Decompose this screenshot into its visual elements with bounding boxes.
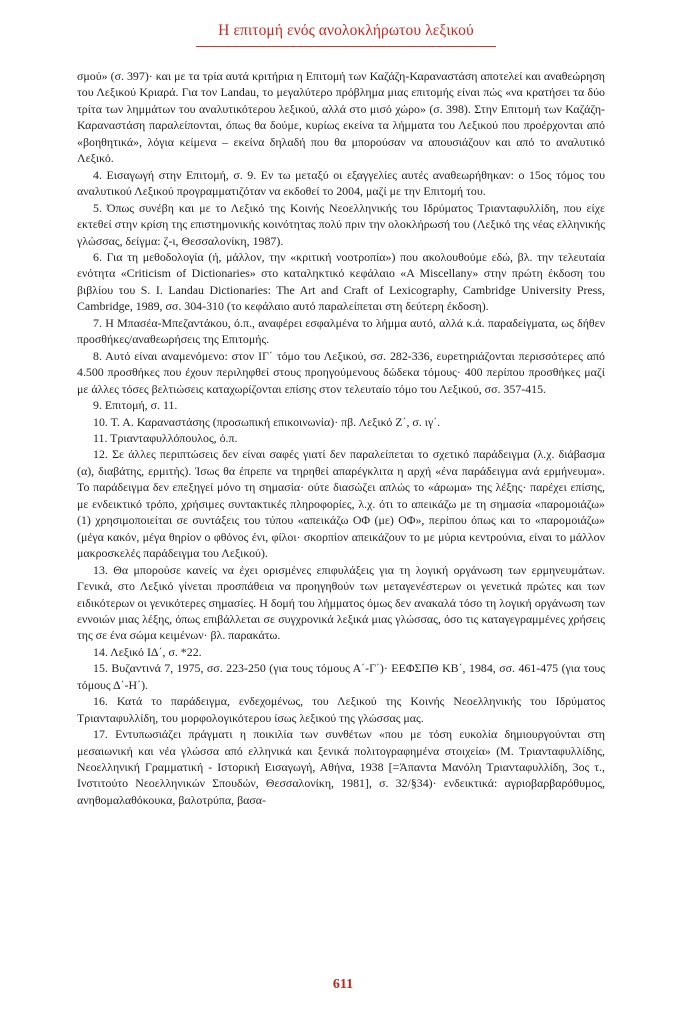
footnote-17: 17. Εντυπωσιάζει πράγματι η ποικιλία των συνθέτων «που με τόση ευκολία δημιουργούνται στη μεσαιωνική και νέα γλώσσα από ελληνικά και ξενικά πολιτογραφημένα στοιχεία» (Μ. Τριανταφυλλίδης, Νεοελληνική Γραμματική - Ιστορική Εισαγωγή, Αθήνα, 1938 [=Άπαντα Μανόλη Τριανταφυλλίδη, 3ος τ., Ινστιτούτο Νεοελληνικών Σπουδών, Θεσσαλονίκη, 1981], σ. 32/§34)· ενδεικτικά: αγριοβαρβαρόθυμος, ανηθομαλαθόκουκα, βαλοτρύπα, βασα- bbox=[77, 727, 605, 807]
footnote-7: 7. Η Μπασέα-Μπεζαντάκου, ό.π., αναφέρει εσφαλμένα το λήμμα αυτό, αλλά κ.ά. παραδείγματα, ως δήθεν προσθήκες/αναθεωρήσεις της Επιτομής. bbox=[77, 315, 605, 347]
footnote-continuation: σμού» (σ. 397)· και με τα τρία αυτά κριτήρια η Επιτομή των Καζάζη-Καραναστάση αποτελεί και αναθεώρηση του Λεξικού Κριαρά. Για τον Landau, το μεγαλύτερο πρόβλημα μιας επιτομής είναι πώς «να κρατήσει τα δύο τρίτα των λημμάτων του αναλυτικότερου λεξικού, αλλά στο μισό χώρο» (σ. 398). Στην Επιτομή των Καζάζη-Καραναστάση παραλείπονται, όπως θα δούμε, κυρίως εκείνα τα λήμματα του Λεξικού που προέρχονται από «βοηθητικά», λόγια κείμενα – εκείνα δηλαδή που θα μπορούσαν να απουσιάζουν και από το αναλυτικό Λεξικό. bbox=[77, 69, 605, 166]
footnote-12: 12. Σε άλλες περιπτώσεις δεν είναι σαφές γιατί δεν παραλείπεται το σχετικό παράδειγμα (λ.χ. διάβασμα (α), διαβάτης, ερμιτής). Ίσως θα έπρεπε να τηρηθεί απαρέγκλιτα η αρχή «ένα παράδειγμα ανά ερμήνευμα». Το παράδειγμα δεν επεξηγεί μόνο τη σημασία· ούτε διασώζει απλώς το «άρωμα» της λέξης· παρέχει επίσης, με ενδεικτικό τρόπο, χρήσιμες συντακτικές πληροφορίες, λ.χ. ότι το απεικάζω με τη σημασία «παρομοιάζω» (1) χρησιμοποιείται σε συντάξεις του τύπου «απεικάζω ΟΦ (με) ΟΦ», περίπου όπως και το «παρομοιάζω» (μέγα κακόν, μέγα θηρίον ο φθόνος ένι, φίλοι· σκορπίον απεικάζουν το με μύρια κεντρούνια, είναι το μάλλον μακροσκελές παράδειγμα του Λεξικού). bbox=[77, 447, 605, 561]
footnote-16: 16. Κατά το παράδειγμα, ενδεχομένως, του Λεξικού της Κοινής Νεοελληνικής του Ιδρύματος Τριανταφυλλίδη, του μορφολογικότερου ίσως λεξικού της γλώσσας μας. bbox=[77, 694, 605, 725]
footnote-15: 15. Βυζαντινά 7, 1975, σσ. 223-250 (για τους τόμους Α΄-Γ΄)· ΕΕΦΣΠΘ ΚΒ΄, 1984, σσ. 461-475 (για τους τόμους Δ΄-Η΄). bbox=[77, 661, 605, 692]
footnotes-body bbox=[77, 68, 605, 808]
footnote-13: 13. Θα μπορούσε κανείς να έχει ορισμένες επιφυλάξεις για τη λογική οργάνωση των ερμηνευμάτων. Γενικά, στο Λεξικό γίνεται προσπάθεια να προηγηθούν των μεταγενέστερων οι γενετικά πρώτες και των ειδικότερων οι γενικότερες σημασίες. Η δομή του λήμματος όμως δεν ανακαλά τόσο τη λογική οργάνωση των εννοιών μιας λέξης, όπως επιβάλλεται σε συγχρονικά λεξικά μιας γλώσσας, όσο τις καταγεγραμμένες χρήσεις της σε ένα σώμα κειμένων· βλ. παρακάτω. bbox=[77, 562, 605, 643]
running-header-title: Η επιτομή ενός ανολοκλήρωτου λεξικού bbox=[218, 22, 474, 39]
page-number: 611 bbox=[332, 977, 354, 992]
footnote-10: 10. Τ. Α. Καραναστάσης (προσωπική επικοινωνία)· πβ. Λεξικό Ζ΄, σ. ιγ΄. bbox=[93, 414, 441, 429]
footnote-14: 14. Λεξικό ΙΔ΄, σ. *22. bbox=[93, 644, 202, 659]
footnote-8: 8. Αυτό είναι αναμενόμενο: στον ΙΓ΄ τόμο του Λεξικού, σσ. 282-336, ευρετηριάζονται περισσότερες από 4.500 προσθήκες που έχουν περιληφθεί στους προηγούμενους δώδεκα τόμους· 400 περίπου προσθήκες μαζί με άλλες τόσες βελτιώσεις καταχωρίζονται επίσης στον τελευταίο τόμο του Λεξικού, σσ. 357-415. bbox=[77, 348, 605, 396]
running-header bbox=[196, 20, 496, 47]
footnote-4: 4. Εισαγωγή στην Επιτομή, σ. 9. Εν τω μεταξύ οι εξαγγελίες αυτές αναθεωρήθηκαν: ο 15ος τόμος του αναλυτικού Λεξικού προγραμματιζόταν να εκδοθεί το 2004, μαζί με την Επιτομή του. bbox=[77, 167, 605, 199]
footnote-9: 9. Επιτομή, σ. 11. bbox=[93, 398, 178, 413]
footnote-6: 6. Για τη μεθοδολογία (ή, μάλλον, την «κριτική νοοτροπία») που ακολουθούμε εδώ, βλ. την τελευταία ενότητα «Criticism of Dictionaries» στο καταληκτικό κεφάλαιο «A Miscellany» στην πρώτη έκδοση του βιβλίου του S. I. Landau Dictionaries: The Art and Craft of Lexicography, Cambridge University Press, Cambridge, 1989, σσ. 304-310 (το κεφάλαιο αυτό παραλείπεται στη δεύτερη έκδοση). bbox=[77, 249, 605, 314]
footnote-11: 11. Τριανταφυλλόπουλος, ό.π. bbox=[93, 430, 238, 445]
footnote-5: 5. Όπως συνέβη και με το Λεξικό της Κοινής Νεοελληνικής του Ιδρύματος Τριανταφυλλίδη, που είχε εκτεθεί στην κρίση της επιστημονικής κοινότητας πολύ πριν την ολοκλήρωσή του (Λεξικό της νέας ελληνικής γλώσσας, δείγμα: ζ-ι, Θεσσαλονίκη, 1987). bbox=[77, 200, 605, 248]
